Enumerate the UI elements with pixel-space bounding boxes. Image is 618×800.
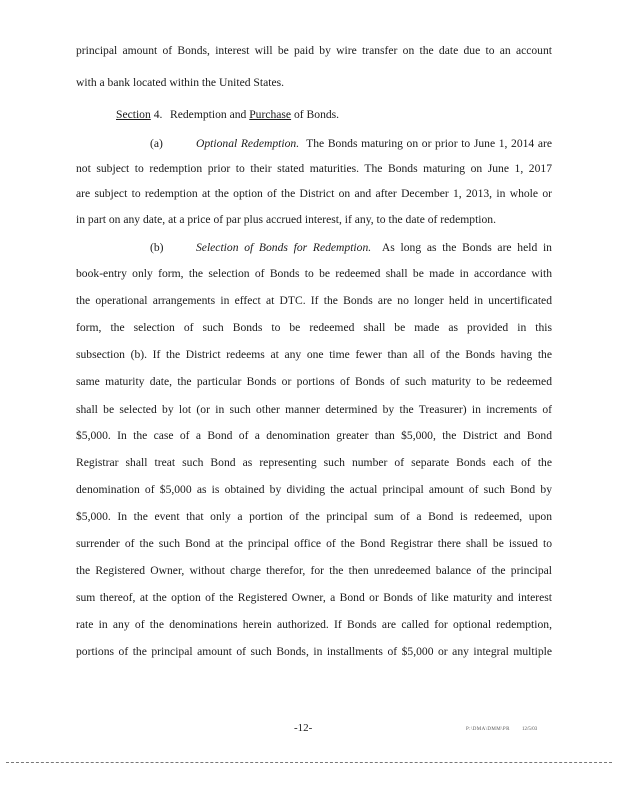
body-line: portions of the principal amount of such Bonds, in installments of $5,000 or any integral multiple [76, 645, 552, 658]
body-line: $5,000. In the case of a Bond of a denomination greater than $5,000, the District and Bond [76, 429, 552, 442]
body-line: subsection (b). If the District redeems at any one time fewer than all of the Bonds having the [76, 348, 552, 361]
body-line: surrender of the such Bond at the principal office of the Bond Registrar there shall be issued to [76, 537, 552, 550]
body-line: with a bank located within the United States. [76, 76, 284, 89]
document-date: 12/5/03 [522, 727, 538, 732]
paragraph-a-heading: Optional Redemption. [196, 137, 300, 150]
body-line: shall be selected by lot (or in such other manner determined by the Treasurer) in increments of [76, 403, 552, 416]
paragraph-b-first-line: As long as the Bonds are held in [381, 241, 552, 254]
paragraph-b-label: (b) [150, 241, 164, 254]
scan-edge-line [6, 762, 612, 763]
document-id: P:\DMA\DMM\PR [466, 727, 510, 732]
paragraph-b-heading: Selection of Bonds for Redemption. [196, 241, 372, 254]
body-line: rate in any of the denominations herein authorized. If Bonds are called for optional redemption, [76, 618, 552, 631]
paragraph-a-label: (a) [150, 137, 163, 150]
paragraph-a-first-line: The Bonds maturing on or prior to June 1, 2014 are [306, 137, 552, 150]
section-label: Section [116, 108, 151, 121]
body-line: the operational arrangements in effect at DTC. If the Bonds are no longer held in uncertificated [76, 294, 552, 307]
body-line: book-entry only form, the selection of Bonds to be redeemed shall be made in accordance with [76, 267, 552, 280]
page-number: -12- [294, 722, 313, 734]
section-heading [116, 108, 339, 122]
paragraph-a-lead [150, 137, 552, 151]
body-line: principal amount of Bonds, interest will be paid by wire transfer on the date due to an account [76, 44, 552, 57]
section-title-post: of Bonds. [291, 108, 340, 121]
body-line: sum thereof, at the option of the Registered Owner, a Bond or Bonds of like maturity and interest [76, 591, 552, 604]
body-line: Registrar shall treat such Bond as representing such number of separate Bonds each of the [76, 456, 552, 469]
body-line: are subject to redemption at the option of the District on and after December 1, 2013, in whole or [76, 187, 552, 200]
body-line: in part on any date, at a price of par plus accrued interest, if any, to the date of redemption. [76, 213, 497, 226]
body-line: $5,000. In the event that only a portion of the principal sum of a Bond is redeemed, upon [76, 510, 552, 523]
body-line: the Registered Owner, without charge therefor, for the then unredeemed balance of the principal [76, 564, 552, 577]
section-title-pre: Redemption and [170, 108, 250, 121]
body-line: same maturity date, the particular Bonds or portions of Bonds of such maturity to be redeemed [76, 375, 552, 388]
paragraph-b-lead [150, 241, 552, 255]
body-line: not subject to redemption prior to their stated maturities. The Bonds maturing on June 1, 2017 [76, 162, 552, 175]
body-line: form, the selection of such Bonds to be redeemed shall be made as provided in this [76, 321, 552, 334]
section-title-underlined: Purchase [249, 108, 292, 121]
body-line: denomination of $5,000 as is obtained by dividing the actual principal amount of such Bond by [76, 483, 552, 496]
section-number: 4. [153, 108, 163, 121]
